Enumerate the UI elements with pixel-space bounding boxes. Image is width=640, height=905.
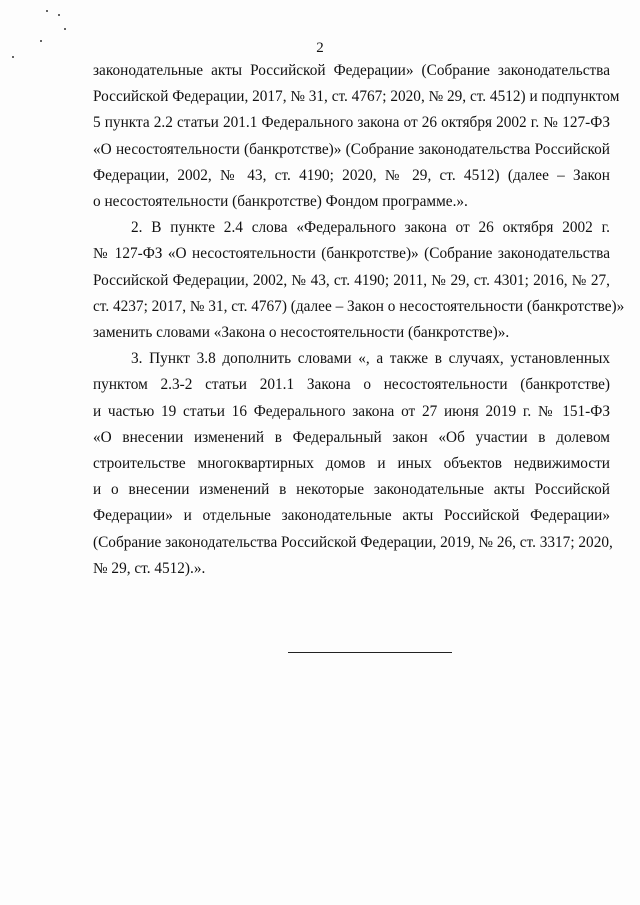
text-line: и о внесении изменений в некоторые законодательные акты Российской xyxy=(93,481,610,499)
text-line: Федерации, 2002, № 43, ст. 4190; 2020, № 29, ст. 4512) (далее – Закон xyxy=(93,166,610,184)
text-line: законодательные акты Российской Федерации» (Собрание законодательства xyxy=(93,62,610,79)
paragraph-1 xyxy=(93,58,620,215)
text-line: № 29, ст. 4512).». xyxy=(93,559,206,577)
text-line: Федерации» и отдельные законодательные акты Российской Федерации» xyxy=(93,507,610,525)
text-line: (Собрание законодательства Российской Федерации, 2019, № 26, ст. 3317; 2020, xyxy=(93,533,613,551)
scan-speck xyxy=(46,10,48,12)
document-body xyxy=(93,58,625,582)
text-line: заменить словами «Закона о несостоятельности (банкротстве)». xyxy=(93,324,510,342)
text-line: ст. 4237; 2017, № 31, ст. 4767) (далее – Закон о несостоятельности (банкротстве)» xyxy=(93,297,625,315)
text-line: пунктом 2.3-2 статьи 201.1 Закона о несостоятельности (банкротстве) xyxy=(93,376,610,394)
text-line: 2. В пункте 2.4 слова «Федерального закона от 26 октября 2002 г. xyxy=(131,219,610,237)
scan-speck xyxy=(64,28,66,30)
text-line: № 127-ФЗ «О несостоятельности (банкротстве)» (Собрание законодательства xyxy=(93,245,610,263)
text-line: строительстве многоквартирных домов и иных объектов недвижимости xyxy=(93,455,610,473)
text-line: Российской Федерации, 2002, № 43, ст. 4190; 2011, № 29, ст. 4301; 2016, № 27, xyxy=(93,271,610,289)
page-number: 2 xyxy=(316,40,324,56)
text-line: о несостоятельности (банкротстве) Фондом программе.». xyxy=(93,193,468,211)
text-line: «О внесении изменений в Федеральный закон «Об участии в долевом xyxy=(93,428,610,446)
end-separator-line xyxy=(288,652,452,653)
text-line: Российской Федерации, 2017, № 31, ст. 4767; 2020, № 29, ст. 4512) и подпунктом xyxy=(93,88,620,106)
text-line: 3. Пункт 3.8 дополнить словами «, а также в случаях, установленных xyxy=(131,350,610,368)
paragraph-3 xyxy=(93,346,613,582)
text-line: «О несостоятельности (банкротстве)» (Собрание законодательства Российской xyxy=(93,140,610,158)
scan-speck xyxy=(58,14,60,16)
paragraph-2 xyxy=(93,215,625,346)
text-line: 5 пункта 2.2 статьи 201.1 Федерального закона от 26 октября 2002 г. № 127-ФЗ xyxy=(93,114,610,132)
text-line: и частью 19 статьи 16 Федерального закона от 27 июня 2019 г. № 151-ФЗ xyxy=(93,402,610,420)
